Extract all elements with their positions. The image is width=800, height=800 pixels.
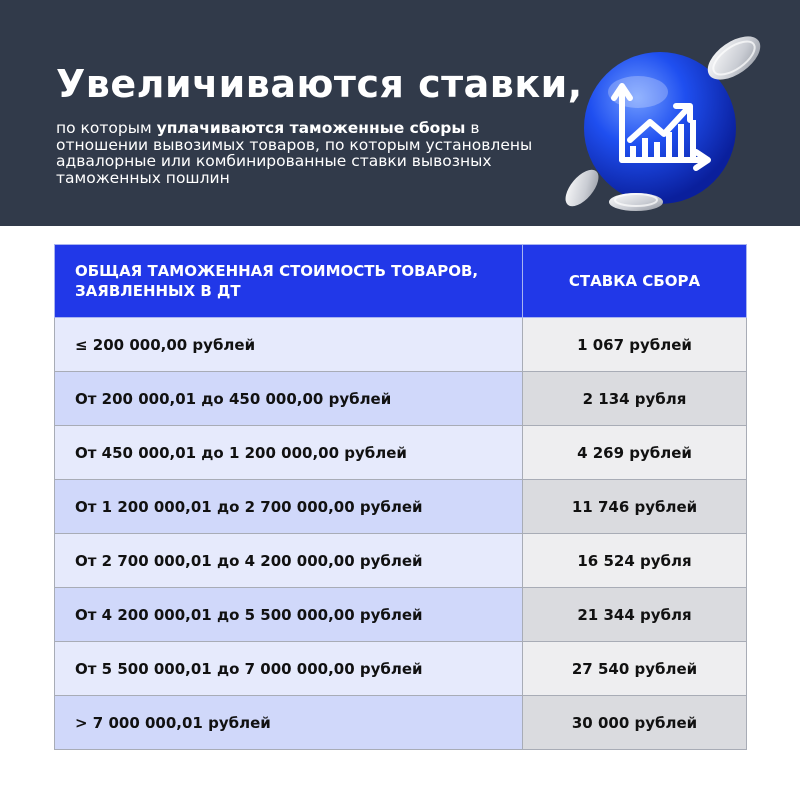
page-subtitle xyxy=(56,120,576,186)
table-row xyxy=(55,534,747,588)
table-row xyxy=(55,318,747,372)
customs-value-cell: От 2 700 000,01 до 4 200 000,00 рублей xyxy=(55,534,523,588)
subtitle-text-start: по которым xyxy=(56,119,157,137)
customs-value-cell: > 7 000 000,01 рублей xyxy=(55,696,523,750)
subtitle-highlight: уплачиваются таможенные сборы xyxy=(156,119,466,137)
growth-chart-icon xyxy=(560,30,780,220)
customs-value-cell: ≤ 200 000,00 рублей xyxy=(55,318,523,372)
table-row xyxy=(55,480,747,534)
column-header-customs-value: ОБЩАЯ ТАМОЖЕННАЯ СТОИМОСТЬ ТОВАРОВ, ЗАЯВЛЕННЫХ В ДТ xyxy=(55,245,523,318)
table-row xyxy=(55,372,747,426)
fee-rate-cell: 1 067 рублей xyxy=(523,318,747,372)
fee-rate-cell: 27 540 рублей xyxy=(523,642,747,696)
fee-rate-cell: 21 344 рубля xyxy=(523,588,747,642)
table-row xyxy=(55,642,747,696)
customs-value-cell: От 5 500 000,01 до 7 000 000,00 рублей xyxy=(55,642,523,696)
customs-value-cell: От 4 200 000,01 до 5 500 000,00 рублей xyxy=(55,588,523,642)
table-header-row xyxy=(55,245,747,318)
customs-value-cell: От 450 000,01 до 1 200 000,00 рублей xyxy=(55,426,523,480)
fee-rate-cell: 11 746 рублей xyxy=(523,480,747,534)
subtitle-text-end: в отношении вывозимых товаров, по которым установлены адвалорные или комбинированные ставки вывозных таможенных пошлин xyxy=(56,119,533,187)
column-header-fee-rate: СТАВКА СБОРА xyxy=(523,245,747,318)
header-banner xyxy=(0,0,800,226)
table-row xyxy=(55,696,747,750)
fee-rate-cell: 30 000 рублей xyxy=(523,696,747,750)
customs-value-cell: От 1 200 000,01 до 2 700 000,00 рублей xyxy=(55,480,523,534)
table-row xyxy=(55,426,747,480)
customs-value-cell: От 200 000,01 до 450 000,00 рублей xyxy=(55,372,523,426)
coin-icon-bottom xyxy=(609,193,663,211)
table-row xyxy=(55,588,747,642)
fee-rate-cell: 16 524 рубля xyxy=(523,534,747,588)
fee-rate-cell: 2 134 рубля xyxy=(523,372,747,426)
customs-fee-table xyxy=(54,244,747,750)
fee-rate-cell: 4 269 рублей xyxy=(523,426,747,480)
page-title: Увеличиваются ставки, xyxy=(56,62,583,106)
